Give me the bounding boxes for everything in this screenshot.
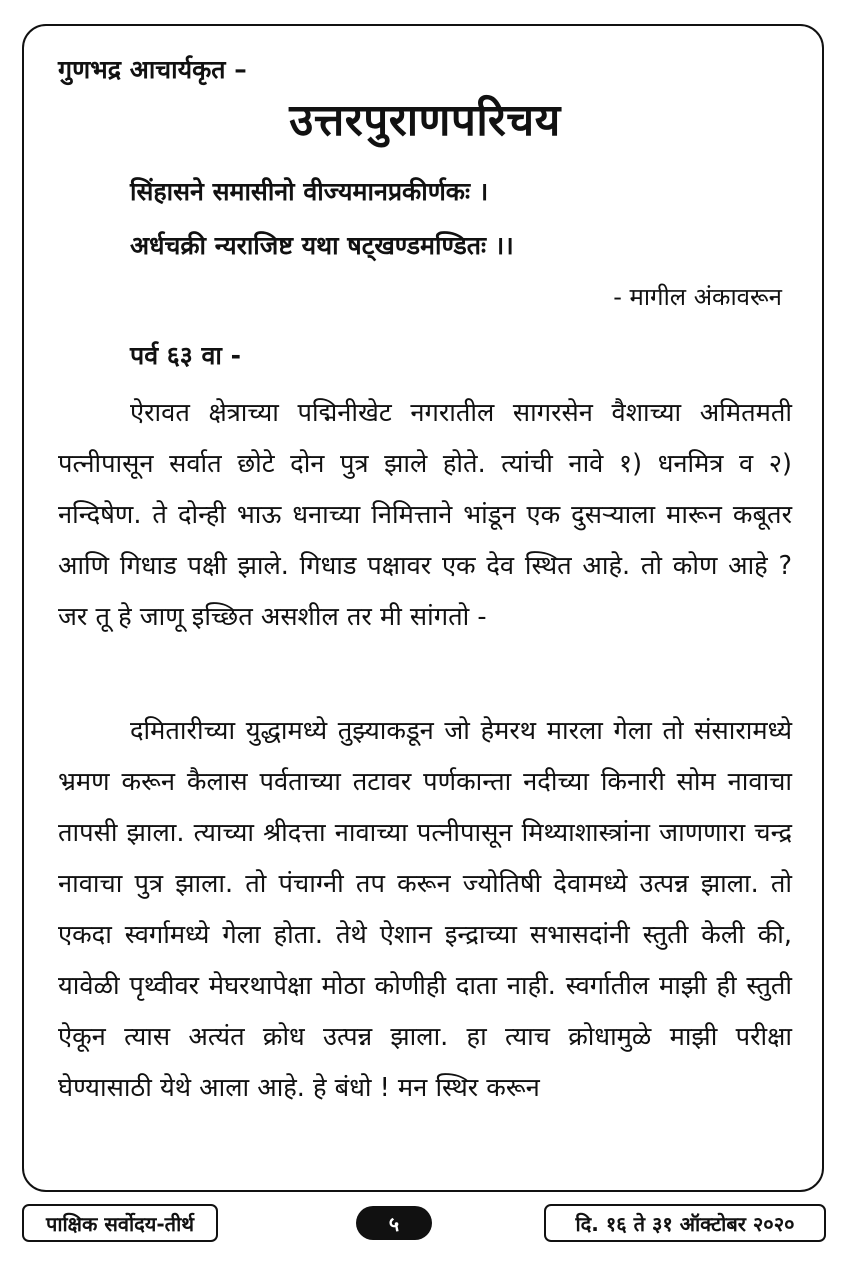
footer-page-number: ५ bbox=[356, 1206, 432, 1240]
verse-line-2: अर्धचक्री न्यराजिष्ट यथा षट्खण्डमण्डितः ।। bbox=[130, 231, 514, 260]
page-title: उत्तरपुराणपरिचय bbox=[289, 95, 561, 146]
footer-publication-name: पाक्षिक सर्वोदय-तीर्थ bbox=[22, 1204, 218, 1242]
continuation-note: - मागील अंकावरून bbox=[613, 283, 782, 311]
section-heading: पर्व ६३ वा - bbox=[130, 341, 241, 370]
verse-line-1: सिंहासने समासीनो वीज्यमानप्रकीर्णकः । bbox=[130, 177, 489, 206]
body-paragraph-2: दमितारीच्या युद्धामध्ये तुझ्याकडून जो हेमरथ मारला गेला तो संसारामध्ये भ्रमण करून कैलास पर्वताच्या तटावर पर्णकान्ता नदीच्या किनारी सोम नावाचा तापसी झाला. त्याच्या श्रीदत्ता नावाच्या पत्नीपासून मिथ्याशास्त्रांना जाणणारा चन्द्र नावाचा पुत्र झाला. तो पंचाग्नी तप करून ज्योतिषी देवामध्ये उत्पन्न झाला. तो एकदा स्वर्गामध्ये गेला होता. तेथे ऐशान इन्द्राच्या सभासदांनी स्तुती केली की, यावेळी पृथ्वीवर मेघरथापेक्षा मोठा कोणीही दाता नाही. स्वर्गातील माझी ही स्तुती ऐकून त्यास अत्यंत क्रोध उत्पन्न झाला. हा त्याच क्रोधामुळे माझी परीक्षा घेण्यासाठी येथे आला आहे. हे बंधो ! मन स्थिर करून bbox=[58, 716, 792, 1103]
author-kicker: गुणभद्र आचार्यकृत – bbox=[58, 55, 247, 84]
footer-issue-date: दि. १६ ते ३१ ऑक्टोबर २०२० bbox=[544, 1204, 826, 1242]
body-paragraph-1: ऐरावत क्षेत्राच्या पद्मिनीखेट नगरातील सागरसेन वैशाच्या अमितमती पत्नीपासून सर्वात छोटे दोन पुत्र झाले होते. त्यांची नावे १) धनमित्र व २) नन्दिषेण. ते दोन्ही भाऊ धनाच्या निमित्ताने भांडून एक दुसऱ्याला मारून कबूतर आणि गिधाड पक्षी झाले. गिधाड पक्षावर एक देव स्थित आहे. तो कोण आहे ? जर तू हे जाणू इच्छित असशील तर मी सांगतो - bbox=[58, 398, 792, 632]
